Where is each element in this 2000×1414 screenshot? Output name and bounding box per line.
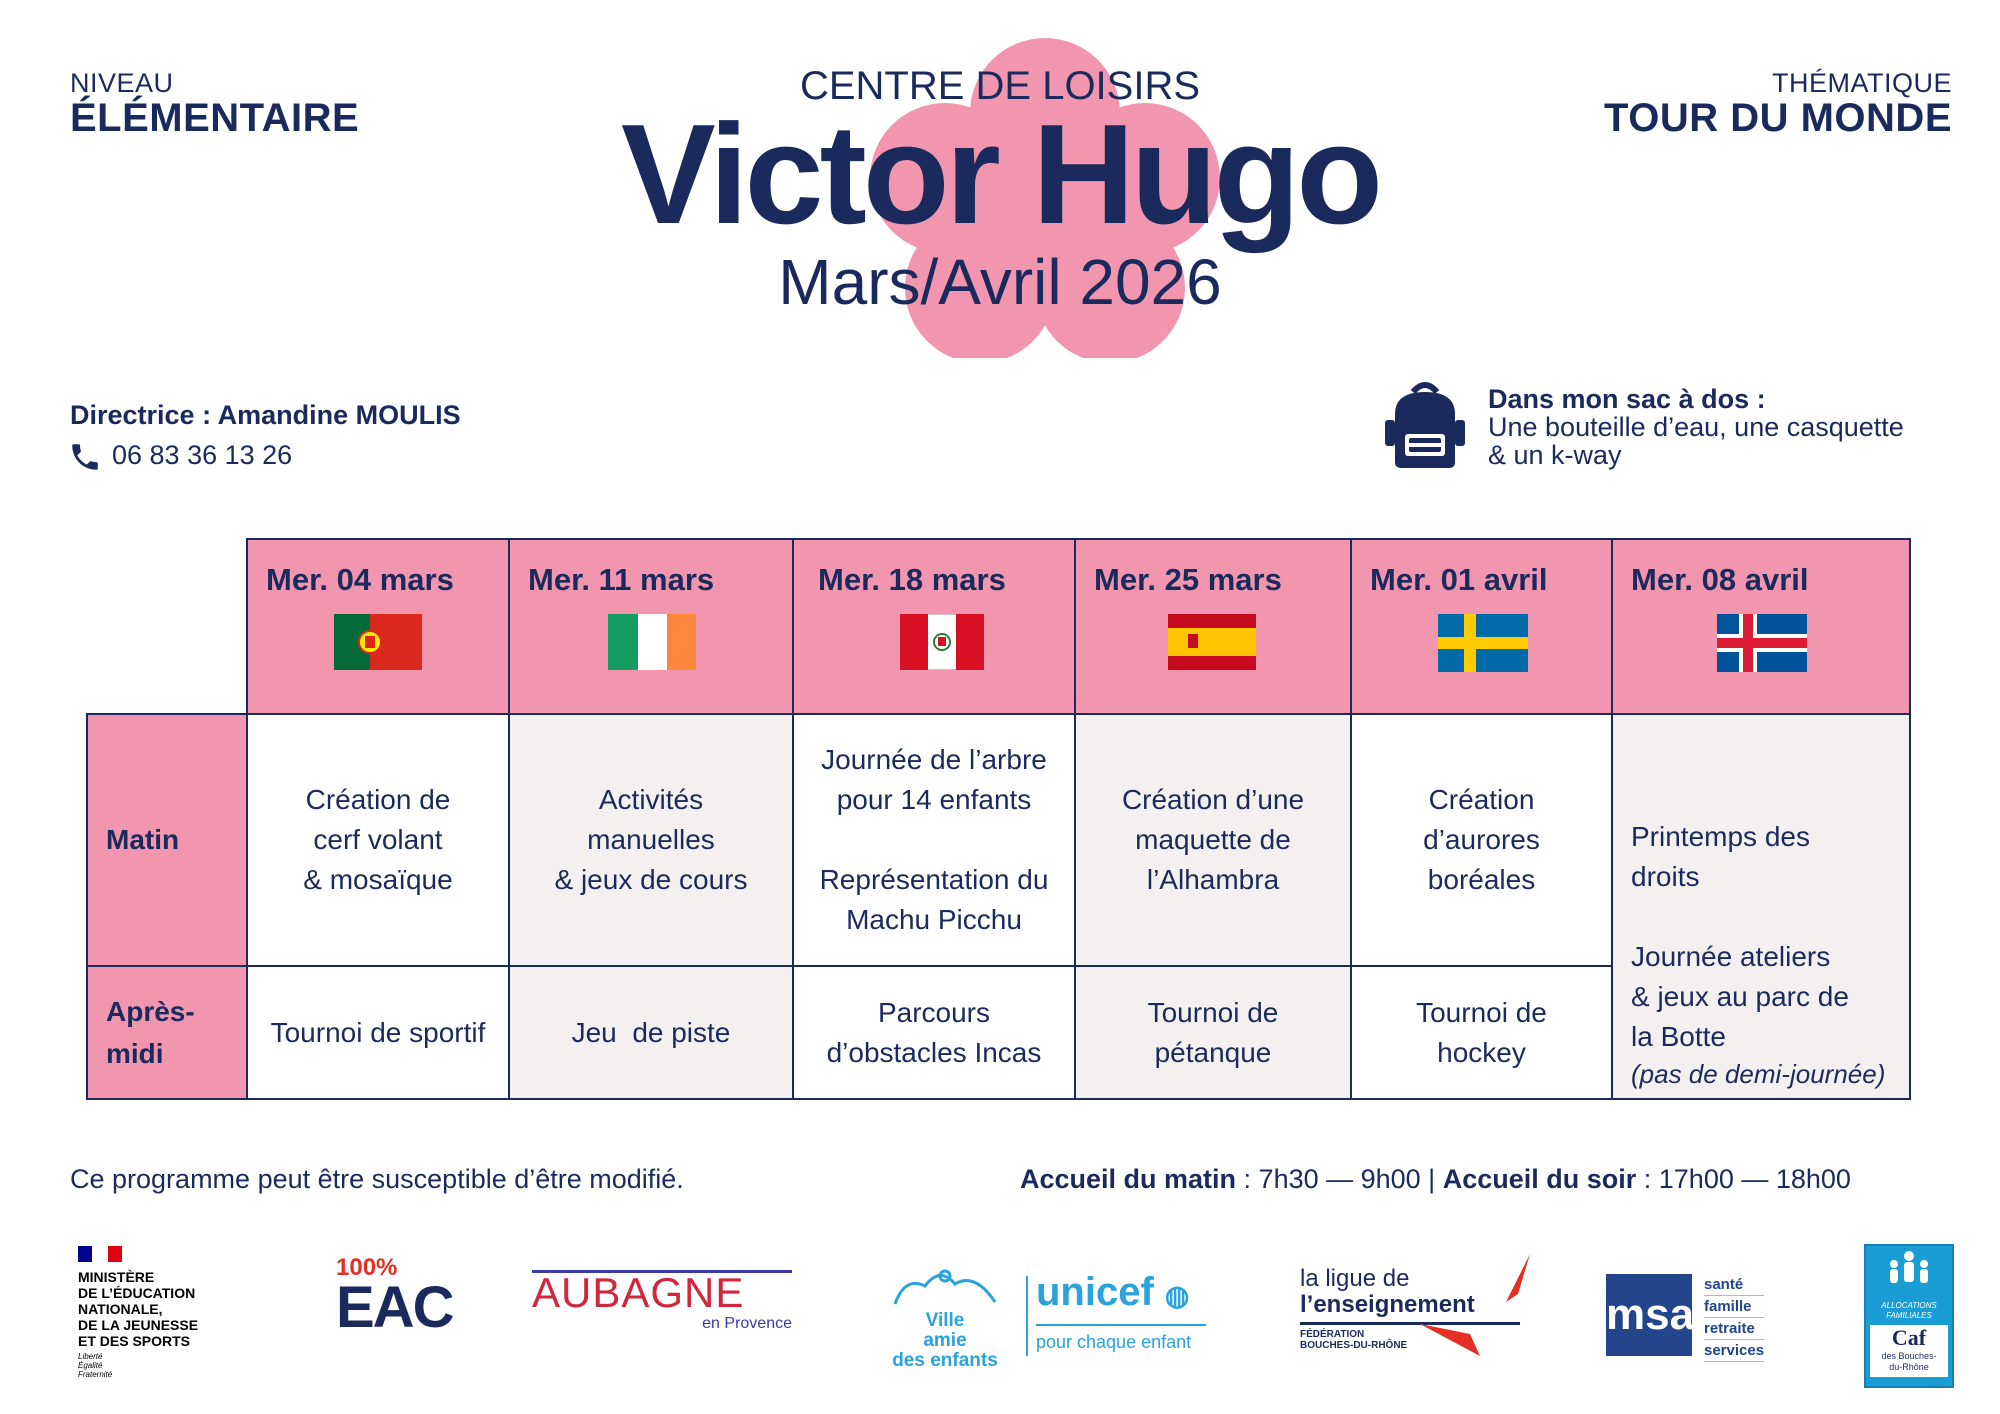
level-value: ÉLÉMENTAIRE — [70, 96, 360, 140]
cell-afternoon: Tournoi de hockey — [1351, 966, 1612, 1099]
ireland-flag-icon — [608, 614, 696, 670]
level-label: NIVEAU — [70, 68, 174, 98]
period: Mars/Avril 2026 — [778, 246, 1222, 318]
cell-morning: Création d’aurores boréales — [1351, 714, 1612, 966]
logo-divider — [1026, 1276, 1028, 1356]
day-header — [509, 539, 793, 714]
opening-hours: Accueil du matin : 7h30 — 9h00 | Accueil du soir : 17h00 — 18h00 — [1020, 1164, 1851, 1194]
sweden-flag-icon — [1438, 614, 1528, 672]
day-date: Mer. 11 mars — [528, 562, 715, 597]
phone-number: 06 83 36 13 26 — [112, 440, 293, 470]
theme-label: THÉMATIQUE — [1772, 68, 1952, 98]
ligue-arrow-icon — [1410, 1254, 1540, 1364]
disclaimer: Ce programme peut être susceptible d’être modifié. — [70, 1164, 684, 1194]
cell-afternoon: Tournoi de sportif — [247, 966, 509, 1099]
theme-value: TOUR DU MONDE — [1604, 96, 1952, 140]
caf-logo: ALLOCATIONS FAMILIALES Caf des Bouches- du-Rhône — [1864, 1244, 1954, 1388]
row-label-matin: Matin — [87, 714, 247, 966]
cell-morning: Création d’une maquette de l’Alhambra — [1075, 714, 1351, 966]
backpack-line-1: Une bouteille d’eau, une casquette — [1488, 412, 1904, 442]
phone-icon — [68, 440, 102, 474]
ministere-logo: MINISTÈRE DE L’ÉDUCATION NATIONALE, DE LA JEUNESSE ET DES SPORTS Liberté Égalité Fraternité — [78, 1246, 238, 1379]
day-header — [1075, 539, 1351, 714]
ville-amie-logo: Ville amie des enfants — [880, 1266, 1010, 1371]
cell-morning: Journée de l’arbre pour 14 enfants Représentation du Machu Picchu — [793, 714, 1075, 966]
day-date: Mer. 08 avril — [1631, 562, 1809, 597]
aubagne-logo: AUBAGNE en Provence — [532, 1269, 792, 1332]
director: Directrice : Amandine MOULIS — [70, 400, 461, 430]
fullday-note: (pas de demi-journée) — [1631, 1059, 1886, 1089]
cell-afternoon: Parcours d’obstacles Incas — [793, 966, 1075, 1099]
day-header — [793, 539, 1075, 714]
unicef-globe-icon: ◍ — [1164, 1280, 1190, 1311]
ligue-logo: la ligue de l’enseignement FÉDÉRATION BOUCHES-DU-RHÔNE — [1300, 1266, 1540, 1351]
cell-fullday: Printemps des droits Journée ateliers & jeux au parc de la Botte (pas de demi-journée) — [1612, 714, 1910, 1099]
backpack-line-2: & un k-way — [1488, 440, 1622, 470]
backpack-icon — [1385, 378, 1465, 470]
unicef-logo: unicef ◍ pour chaque enfant — [1036, 1270, 1206, 1353]
iceland-flag-icon — [1717, 614, 1807, 672]
table-corner — [87, 539, 247, 714]
centre-name: Victor Hugo — [620, 95, 1380, 254]
row-label-apres-midi: Après- midi — [87, 966, 247, 1099]
day-date: Mer. 04 mars — [266, 562, 454, 597]
backpack-title: Dans mon sac à dos : — [1488, 384, 1766, 414]
day-date: Mer. 25 mars — [1094, 562, 1282, 597]
day-date: Mer. 01 avril — [1370, 562, 1548, 597]
day-header — [1612, 539, 1910, 714]
portugal-flag-icon — [334, 614, 422, 670]
peru-flag-icon — [900, 614, 984, 670]
day-date: Mer. 18 mars — [818, 562, 1006, 597]
day-header — [247, 539, 509, 714]
centre-label: CENTRE DE LOISIRS — [799, 64, 1201, 108]
cell-morning: Activités manuelles & jeux de cours — [509, 714, 793, 966]
eac-logo: 100% EAC — [336, 1254, 453, 1340]
schedule-table — [86, 538, 1911, 1100]
spain-flag-icon — [1168, 614, 1256, 670]
cell-afternoon: Tournoi de pétanque — [1075, 966, 1351, 1099]
cell-afternoon: Jeu de piste — [509, 966, 793, 1099]
cell-morning: Création de cerf volant & mosaïque — [247, 714, 509, 966]
day-header — [1351, 539, 1612, 714]
